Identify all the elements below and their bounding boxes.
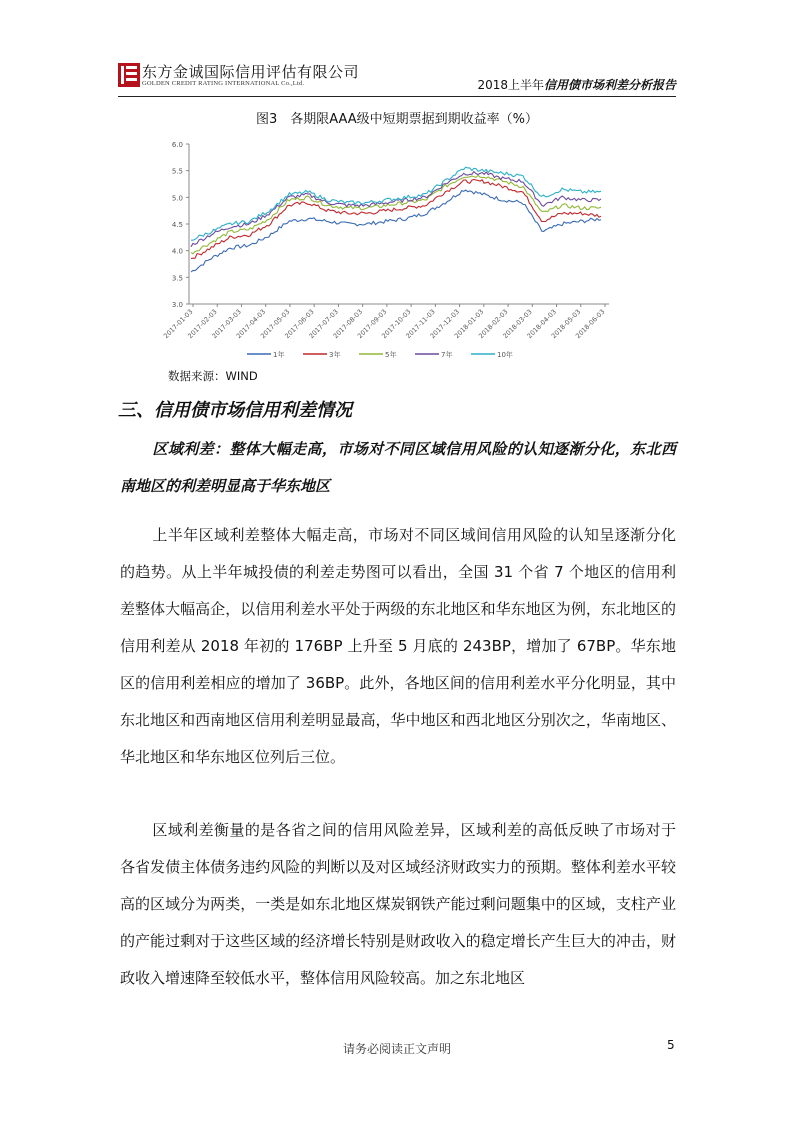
page-number: 5 xyxy=(667,1038,675,1052)
series-line-2 xyxy=(191,175,601,254)
y-tick-label: 3.5 xyxy=(171,274,183,283)
data-source: 数据来源：WIND xyxy=(168,369,258,383)
legend-label-0: 1年 xyxy=(273,351,285,359)
company-logo-icon xyxy=(118,63,140,87)
company-name-cn: 东方金诚国际信用评估有限公司 xyxy=(142,63,360,81)
x-tick-label: 2018-03-03 xyxy=(501,307,534,341)
x-tick-label: 2017-01-03 xyxy=(162,307,195,341)
x-tick-label: 2017-05-03 xyxy=(258,307,292,341)
report-title-prefix: 2018上半年 xyxy=(477,78,544,92)
paragraph-2-text: 区域利差衡量的是各省之间的信用风险差异，区域利差的高低反映了市场对于各省发债主体债务违约风险的判断以及对区域经济财政实力的预期。整体利差水平较高的区域分为两类，一类是如东北地区煤炭钢铁产能过剩问题集中的区域，支柱产业的产能过剩对于这些区域的经济增长特别是财政收入的稳定增长产生巨大的冲击，财政收入增速降至较低水平，整体信用风险较高。加之东北地区 xyxy=(120,821,676,987)
legend-label-3: 7年 xyxy=(441,351,453,359)
legend-label-2: 5年 xyxy=(385,351,397,359)
x-tick-label: 2017-09-03 xyxy=(355,307,389,341)
legend-label-1: 3年 xyxy=(329,351,341,359)
footer-disclaimer: 请务必阅读正文声明 xyxy=(342,1042,451,1056)
x-tick-label: 2018-04-03 xyxy=(525,307,558,341)
x-tick-label: 2017-12-03 xyxy=(428,307,462,341)
x-tick-label: 2017-06-03 xyxy=(283,307,316,341)
figure-caption: 图3 各期限AAA级中短期票据到期收益率（%） xyxy=(255,112,539,127)
y-tick-label: 5.5 xyxy=(171,167,183,176)
legend-label-4: 10年 xyxy=(497,351,513,359)
x-tick-label: 2018-05-03 xyxy=(549,307,583,341)
yield-line-chart xyxy=(147,136,617,362)
company-name-en: GOLDEN CREDIT RATING INTERNATIONAL Co.,Ltd. xyxy=(142,80,305,87)
x-tick-label: 2017-04-03 xyxy=(234,307,268,341)
lead-text: 区域利差：整体大幅走高，市场对不同区域信用风险的认知逐渐分化，东北西南地区的利差明显高于华东地区 xyxy=(120,440,676,495)
x-tick-label: 2017-11-03 xyxy=(404,307,437,341)
lead-paragraph xyxy=(120,431,676,505)
page-header xyxy=(118,60,676,97)
y-tick-label: 6.0 xyxy=(171,141,183,149)
body-paragraph-2 xyxy=(120,812,676,997)
report-title xyxy=(477,76,676,93)
y-tick-label: 3.0 xyxy=(171,301,183,309)
x-tick-label: 2017-07-03 xyxy=(307,307,340,341)
x-tick-label: 2018-01-03 xyxy=(452,307,486,341)
x-tick-label: 2017-08-03 xyxy=(331,307,365,341)
y-tick-label: 4.5 xyxy=(171,221,183,229)
x-tick-label: 2017-10-03 xyxy=(380,307,413,341)
x-tick-label: 2017-02-03 xyxy=(186,307,219,341)
x-tick-label: 2018-06-03 xyxy=(574,307,607,341)
y-tick-label: 5.0 xyxy=(171,194,183,203)
report-title-main: 信用债市场利差分析报告 xyxy=(543,78,676,92)
x-tick-label: 2017-03-03 xyxy=(210,307,243,341)
body-paragraph-1 xyxy=(120,517,676,776)
section-title: 三、信用债市场信用利差情况 xyxy=(118,400,352,421)
y-tick-label: 4.0 xyxy=(171,247,183,256)
x-tick-label: 2018-02-03 xyxy=(477,307,510,341)
paragraph-1-text: 上半年区域利差整体大幅走高，市场对不同区域间信用风险的认知呈逐渐分化的趋势。从上半年城投债的利差走势图可以看出，全国 31 个省 7 个地区的信用利差整体大幅高企，以信用利差水平处于两级的东北地区和华东地区为例，东北地区的信用利差从 2018 年初的 176BP 上升至 5 月底的 243BP，增加了 67BP。华东地区的信用利差相应的增加了 36BP。此外，各地区间的信用利差水平分化明显，其中东北地区和西南地区信用利差明显最高，华中地区和西北地区分别次之，华南地区、华北地区和华东地区位列后三位。 xyxy=(120,526,676,766)
